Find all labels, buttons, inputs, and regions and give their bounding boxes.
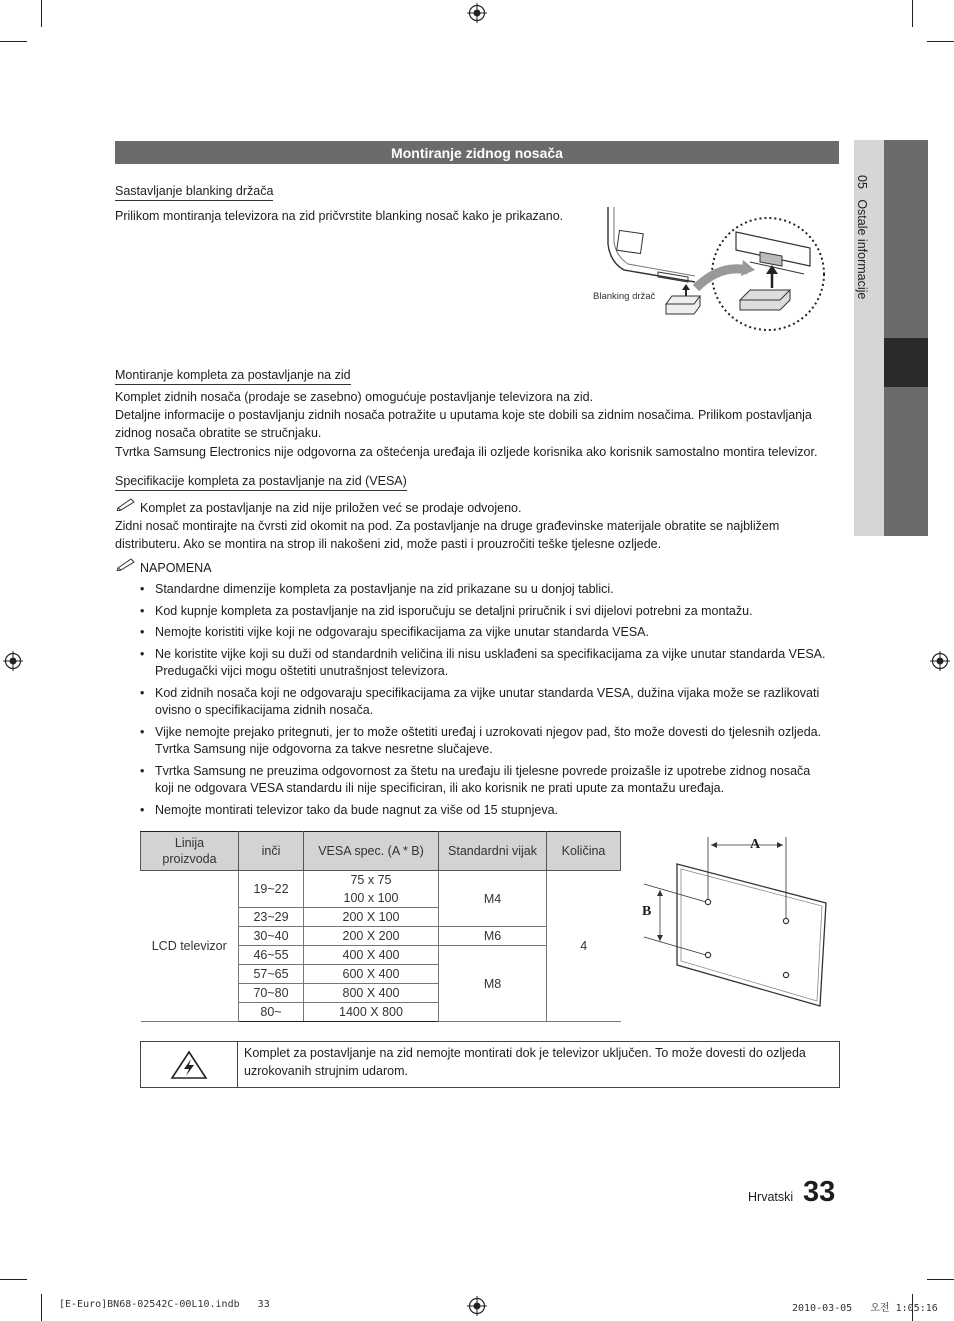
registration-mark-icon	[467, 1296, 487, 1316]
vesa-note: Komplet za postavljanje na zid nije priložen već se prodaje odvojeno.	[140, 501, 522, 515]
warning-divider	[237, 1041, 238, 1087]
pencil-note-icon	[116, 557, 136, 571]
page-language: Hrvatski	[748, 1190, 794, 1204]
size-cell: 57~65	[239, 965, 304, 984]
registration-mark-icon	[467, 3, 487, 23]
size-cell: 46~55	[239, 946, 304, 965]
warning-text: Komplet za postavljanje na zid nemojte montirati dok je televizor uključen. To može dovesti do ozljeda uzrokovanih strujnim udarom.	[244, 1046, 806, 1078]
crop-mark	[927, 41, 954, 42]
screw-cell: M6	[439, 927, 547, 946]
list-item: • Kod zidnih nosača koji ne odgovaraju specifikacijama za vijke unutar standarda VESA, dužina vijaka može se razlikovati ovisno o specifikacijama zidnih nosača.	[140, 685, 830, 720]
screw-cell: M4	[439, 871, 547, 927]
page-number: 33	[803, 1176, 836, 1208]
screw-cell: M8	[439, 946, 547, 1022]
vesa-cell: 400 X 400	[304, 946, 439, 965]
registration-mark-icon	[930, 651, 950, 671]
list-item: • Ne koristite vijke koji su duži od standardnih veličina ili nisu usklađeni sa specifikacijama za vijke unutar standarda VESA. Predugački vijci mogu oštetiti unutrašnjost televizora.	[140, 646, 830, 681]
list-item: • Kod kupnje kompleta za postavljanje na zid isporučuju se detaljni priručnik i svi dijelovi potrebni za montažu.	[140, 603, 830, 621]
size-cell: 23~29	[239, 908, 304, 927]
dimension-a-label: A	[750, 837, 761, 852]
wall-mount-line: zidnog nosača obratite se stručnjaku.	[115, 426, 322, 440]
pencil-note-icon	[116, 497, 136, 511]
vesa-cell: 200 X 200	[304, 927, 439, 946]
crop-mark	[0, 41, 27, 42]
table-header: Standardni vijak	[439, 832, 547, 871]
list-item: • Standardne dimenzije kompleta za postavljanje na zid prikazane su u donjoj tablici.	[140, 581, 830, 599]
registration-mark-icon	[3, 651, 23, 671]
footer-file: [E-Euro]BN68-02542C-00L10.indb 33	[59, 1299, 270, 1310]
section-header: Montiranje zidnog nosača	[115, 141, 839, 164]
list-item: • Nemojte koristiti vijke koji ne odgovaraju specifikacijama za vijke unutar standarda VESA.	[140, 624, 830, 642]
crop-mark	[912, 0, 913, 27]
vesa-cell: 600 X 400	[304, 965, 439, 984]
section-title-wall-mount: Montiranje kompleta za postavljanje na zid	[115, 368, 351, 385]
tv-vesa-figure	[636, 833, 836, 1013]
vesa-line: Zidni nosač montirajte na čvrsti zid okomit na pod. Za postavljanje na druge građevinske materijale obratite se najbližem	[115, 519, 780, 533]
crop-mark	[927, 1279, 954, 1280]
crop-mark	[41, 1294, 42, 1321]
size-cell: 70~80	[239, 984, 304, 1003]
size-cell: 80~	[239, 1003, 304, 1022]
vesa-cell: 75 x 75	[304, 871, 439, 890]
quantity-cell: 4	[547, 871, 621, 1022]
table-row	[141, 871, 621, 890]
vesa-line: distributeru. Ako se montira na strop ili nakošeni zid, može pasti i prouzročiti teške tjelesne ozljede.	[115, 537, 662, 551]
vesa-cell: 100 x 100	[304, 889, 439, 908]
product-line-cell: LCD televizor	[141, 871, 239, 1022]
wall-mount-line: Detaljne informacije o postavljanju zidnih nosača potražite u uputama koje ste dobili sa zidnim nosačima. Prilikom postavljanja	[115, 408, 812, 422]
vesa-table	[140, 831, 621, 1022]
list-item: • Vijke nemojte prejako pritegnuti, jer to može oštetiti uređaj i uzrokovati njegov pad, što može dovesti do tjelesnih ozljeda. Tvrtka Samsung nije odgovorna za takve nesretne slučajeve.	[140, 724, 830, 759]
wall-mount-line: Tvrtka Samsung Electronics nije odgovorna za oštećenja uređaja ili ozljede korisnika ako korisnik samostalno montira televizor.	[115, 445, 818, 459]
side-tab-label: 05 Ostale informacije	[855, 175, 869, 300]
footer-datetime: 2010-03-05 오전 1:05:16	[792, 1303, 938, 1314]
note-label: NAPOMENA	[140, 561, 212, 575]
size-cell: 30~40	[239, 927, 304, 946]
side-tab-marker	[884, 338, 928, 387]
notes-list	[140, 581, 830, 823]
table-header-row	[141, 832, 621, 871]
list-item: • Tvrtka Samsung ne preuzima odgovornost za štetu na uređaju ili tjelesne povrede proizašle iz upotrebe zidnog nosača koji ne odgovara VESA standardu ili nije specificiran, ili ako korisnik ne prati upute za montažu uređaja.	[140, 763, 830, 798]
crop-mark	[41, 0, 42, 27]
table-header: VESA spec. (A * B)	[304, 832, 439, 871]
vesa-cell: 1400 X 800	[304, 1003, 439, 1022]
blanking-bracket-figure	[600, 204, 832, 332]
table-header: inči	[239, 832, 304, 871]
wall-mount-line: Komplet zidnih nosača (prodaje se zasebno) omogućuje postavljanje televizora na zid.	[115, 390, 594, 404]
dimension-b-label: B	[642, 904, 652, 919]
size-cell: 19~22	[239, 871, 304, 908]
table-header: Količina	[547, 832, 621, 871]
electric-shock-warning-icon	[170, 1050, 208, 1080]
section-title-vesa: Specifikacije kompleta za postavljanje na zid (VESA)	[115, 474, 407, 491]
vesa-cell: 200 X 100	[304, 908, 439, 927]
blanking-figure-label: Blanking držač	[593, 291, 656, 302]
table-header: Linija proizvoda	[141, 832, 239, 871]
section-title-blanking: Sastavljanje blanking držača	[115, 184, 273, 201]
crop-mark	[0, 1279, 27, 1280]
blanking-text: Prilikom montiranja televizora na zid pričvrstite blanking nosač kako je prikazano.	[115, 209, 564, 223]
vesa-cell: 800 X 400	[304, 984, 439, 1003]
list-item: • Nemojte montirati televizor tako da bude nagnut za više od 15 stupnjeva.	[140, 802, 830, 820]
